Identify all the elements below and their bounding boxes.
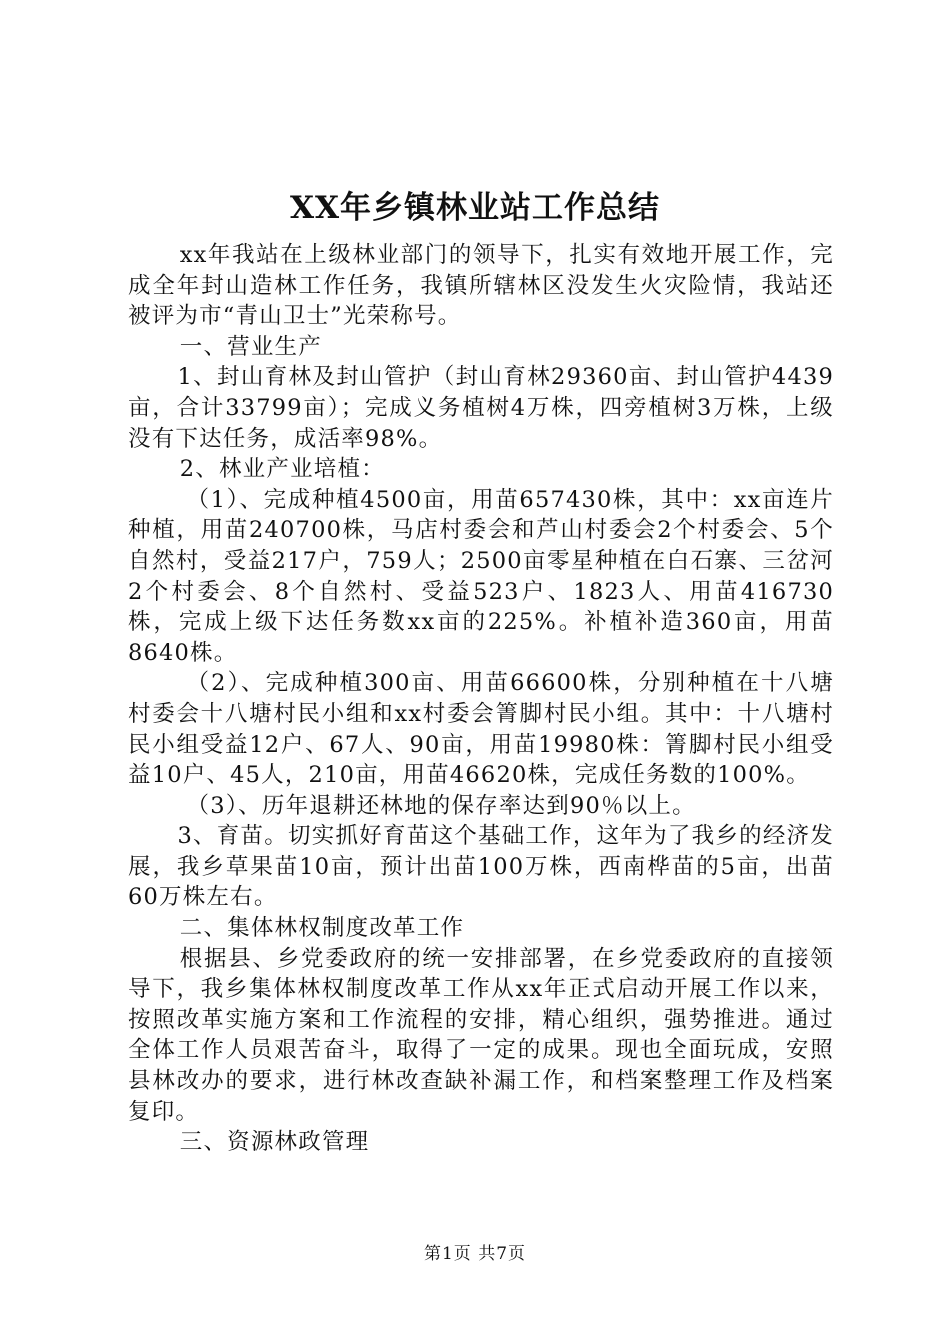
item-paragraph-1: 1、封山育林及封山管护（封山育林29360亩、封山管护4439亩，合计33799亩）；完成义务植树4万株，四旁植树3万株，上级没有下达任务，成活率98%。: [128, 364, 834, 452]
sub-item-paragraph-2: （2）、完成种植300亩、用苗66600株，分别种植在十八塘村委会十八塘村民小组和xx村委会箐脚村民小组。其中：十八塘村民小组受益12户、67人、90亩，用苗19980株：箐脚村民小组受益10户、45人，210亩，用苗46620株，完成任务数的100%。: [128, 670, 834, 789]
item-heading-2: 2、林业产业培植：: [179, 456, 385, 483]
sub-item-paragraph-1: （1）、完成种植4500亩，用苗657430株，其中：xx亩连片种植，用苗240700株，马店村委会和芦山村委会2个村委会、5个自然村，受益217户，759人；2500亩零星种植在白石寨、三岔河2个村委会、8个自然村、受益523户、1823人、用苗416730株，完成上级下达任务数xx亩的225%。补植补造360亩，用苗8640株。: [128, 486, 834, 666]
section-heading-reform: 二、集体林权制度改革工作: [179, 915, 465, 942]
document-body: [128, 240, 834, 1158]
sub-item-paragraph-3: （3）、历年退耕还林地的保存率达到90％以上。: [186, 792, 696, 819]
section-heading-production: 一、营业生产: [179, 333, 322, 360]
reform-paragraph: 根据县、乡党委政府的统一安排部署，在乡党委政府的直接领导下，我乡集体林权制度改革工作从xx年正式启动开展工作以来，按照改革实施方案和工作流程的安排，精心组织，强势推进。通过全体工作人员艰苦奋斗，取得了一定的成果。现也全面玩成，安照县林改办的要求，进行林改查缺补漏工作，和档案整理工作及档案复印。: [128, 945, 834, 1125]
intro-paragraph: xx年我站在上级林业部门的领导下，扎实有效地开展工作，完成全年封山造林工作任务，我镇所辖林区没发生火灾险情，我站还被评为市“青山卫士”光荣称号。: [128, 242, 834, 330]
section-heading-resources: 三、资源林政管理: [179, 1129, 370, 1156]
page-indicator: 第1页 共7页: [423, 1244, 527, 1264]
document-title: XX年乡镇林业站工作总结: [289, 190, 661, 226]
item-paragraph-3: 3、育苗。切实抓好育苗这个基础工作，这年为了我乡的经济发展，我乡草果苗10亩，预计出苗100万株，西南桦苗的5亩，出苗60万株左右。: [128, 823, 834, 911]
